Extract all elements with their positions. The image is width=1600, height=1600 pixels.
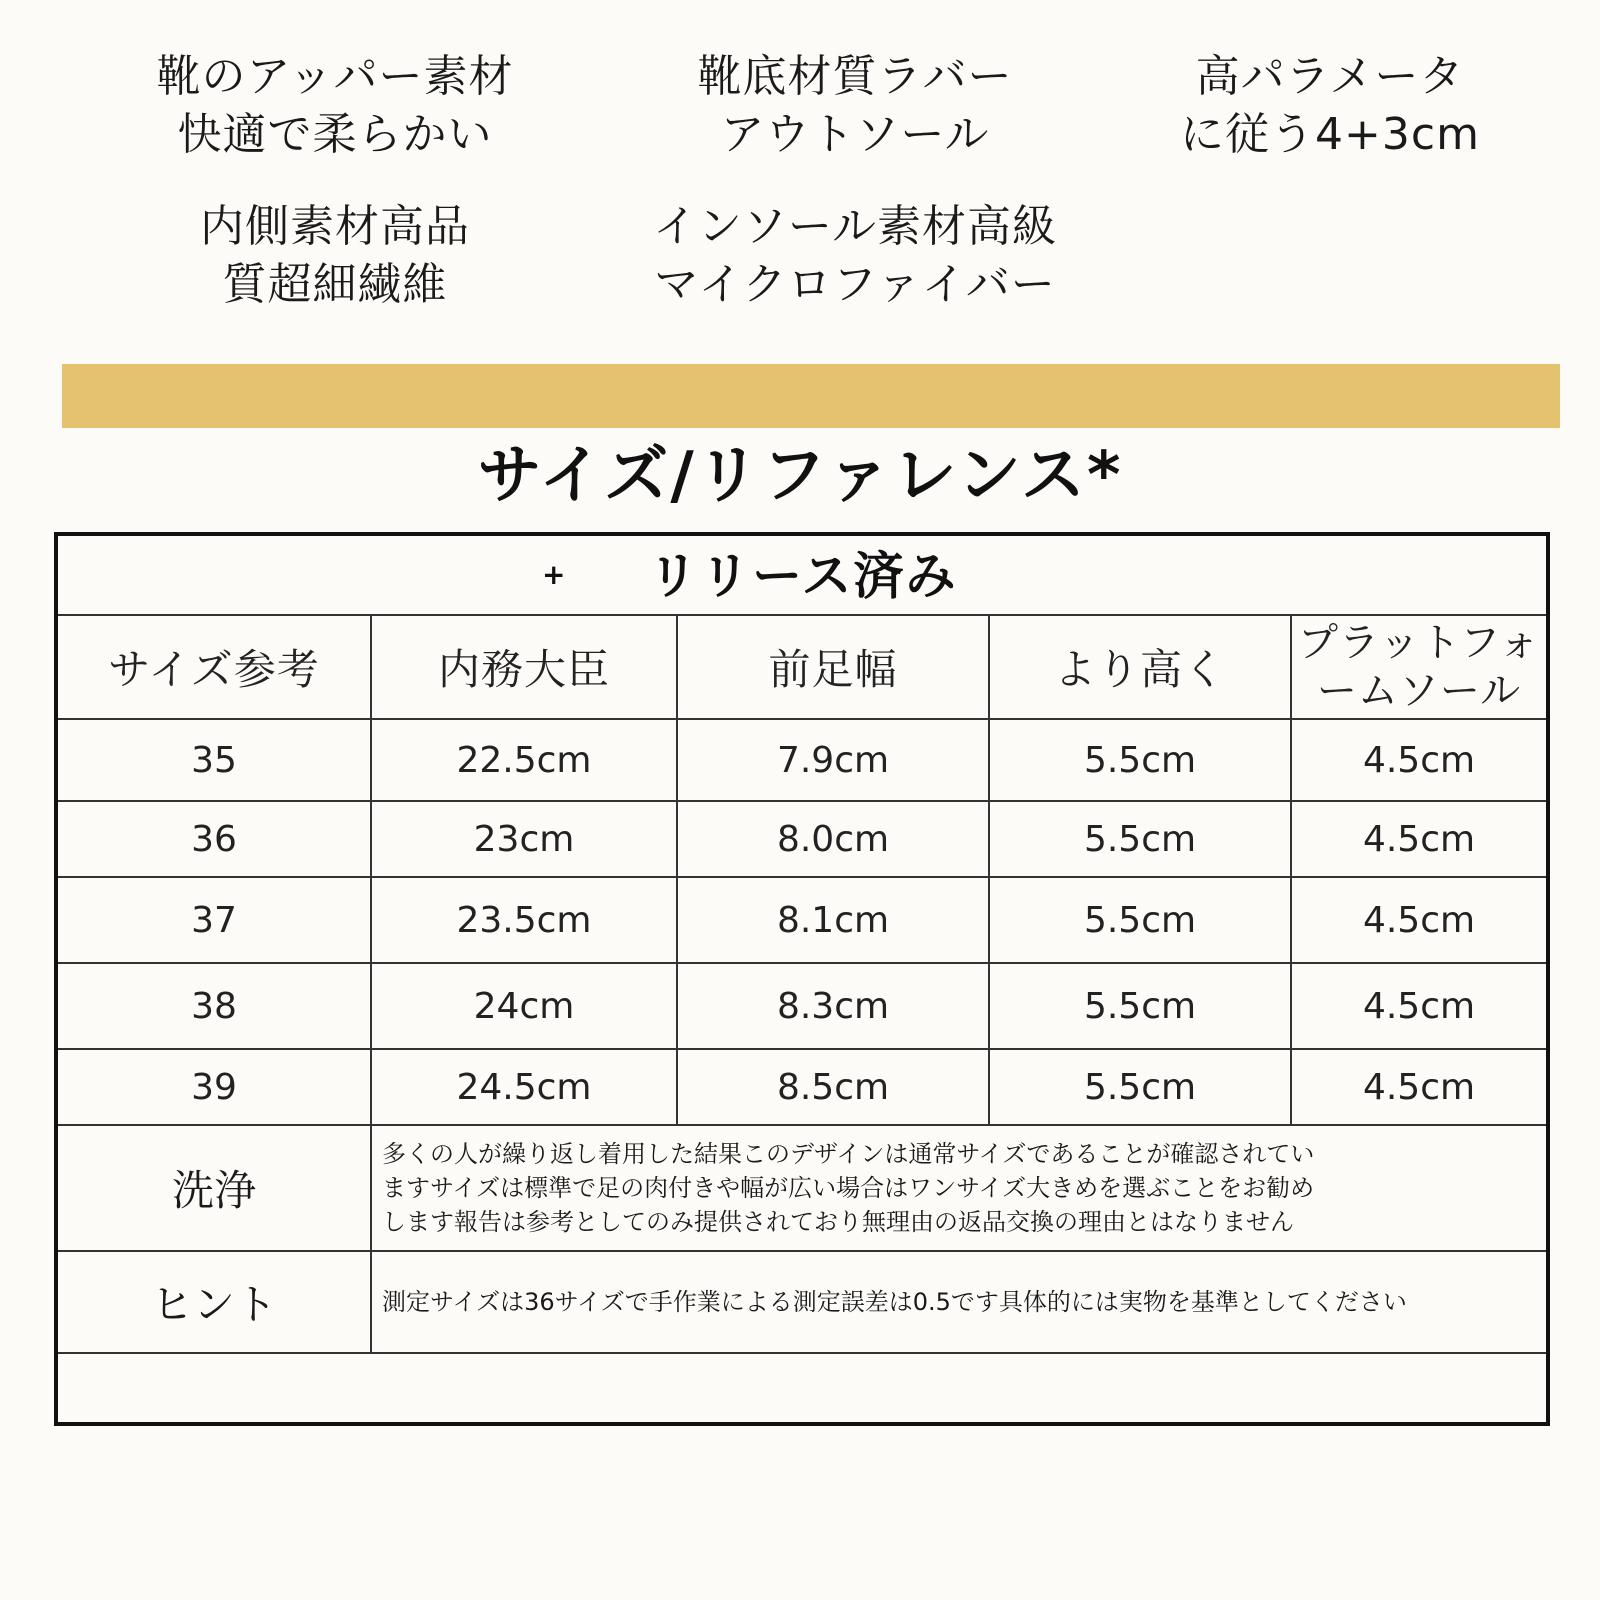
header-platform (1292, 616, 1546, 718)
plus-icon: + (542, 558, 566, 591)
hint-row (58, 1252, 1546, 1354)
cell-size: 35 (58, 720, 372, 800)
hint-note (372, 1252, 1546, 1352)
header-size: サイズ参考 (58, 616, 372, 718)
cell-platform: 4.5cm (1362, 899, 1476, 941)
cell-length: 23.5cm (372, 878, 678, 962)
hint-note-text: 測定サイズは36サイズで手作業による測定誤差は0.5です具体的には実物を基準としてください (382, 1288, 1407, 1316)
cell-size: 39 (58, 1050, 372, 1124)
cell-size: 37 (58, 878, 372, 962)
feature-line: 高パラメータ (1195, 51, 1465, 102)
cell-forefoot-width: 8.3cm (678, 964, 990, 1048)
header-platform-line: プラットフォ (1298, 620, 1540, 666)
cell-heel-height: 5.5cm (990, 878, 1292, 962)
cell-platform: 4.5cm (1362, 985, 1476, 1027)
feature-line: 質超細繊維 (222, 259, 448, 310)
feature-line: に従う4+3cm (1180, 109, 1480, 160)
cell-forefoot-width: 7.9cm (678, 720, 990, 800)
cell-heel-height: 5.5cm (990, 802, 1292, 876)
cell-heel-height: 5.5cm (990, 720, 1292, 800)
cell-forefoot-width: 8.5cm (678, 1050, 990, 1124)
feature-line: マイクロファイバー (654, 259, 1056, 310)
header-heel-height: より高く (990, 616, 1292, 718)
table-row (58, 720, 1546, 802)
wash-note (372, 1126, 1546, 1250)
page-title: サイズ/リファレンス* (477, 439, 1123, 513)
cell-length: 24.5cm (372, 1050, 678, 1124)
feature-line: 内側素材高品 (200, 201, 470, 252)
feature-insole-material (620, 198, 1090, 314)
wash-note-line: します報告は参考としてのみ提供されており無理由の返品交換の理由とはなりません (382, 1208, 1294, 1236)
feature-line: インソール素材高級 (652, 201, 1058, 252)
release-label: リリース済み (648, 547, 958, 605)
cell-platform: 4.5cm (1362, 1066, 1476, 1108)
feature-line: アウトソール (720, 109, 990, 160)
table-row (58, 964, 1546, 1050)
hint-label: ヒント (58, 1252, 372, 1352)
cell-size: 36 (58, 802, 372, 876)
header-platform-line: ームソール (1316, 668, 1522, 714)
decorative-band (62, 364, 1560, 428)
header-forefoot-width: 前足幅 (678, 616, 990, 718)
feature-line: 靴のアッパー素材 (156, 51, 514, 102)
cell-heel-height: 5.5cm (990, 964, 1292, 1048)
table-row (58, 878, 1546, 964)
cell-length: 23cm (372, 802, 678, 876)
cell-heel-height: 5.5cm (990, 1050, 1292, 1124)
feature-line: 靴底材質ラバー (697, 51, 1013, 102)
cell-platform: 4.5cm (1362, 818, 1476, 860)
cell-size: 38 (58, 964, 372, 1048)
cell-platform: 4.5cm (1362, 739, 1476, 781)
header-length: 内務大臣 (372, 616, 678, 718)
table-header-row (58, 616, 1546, 720)
size-table (54, 532, 1550, 1426)
release-row (58, 536, 1546, 616)
feature-lining-material (100, 198, 570, 314)
feature-sole-material (620, 48, 1090, 164)
wash-note-line: 多くの人が繰り返し着用した結果このデザインは通常サイズであることが確認されてい (382, 1140, 1315, 1168)
wash-label: 洗浄 (58, 1126, 372, 1250)
cell-length: 24cm (372, 964, 678, 1048)
wash-note-line: ますサイズは標準で足の肉付きや幅が広い場合はワンサイズ大きめを選ぶことをお勧め (382, 1174, 1315, 1202)
cell-forefoot-width: 8.1cm (678, 878, 990, 962)
feature-line: 快適で柔らかい (177, 109, 493, 160)
wash-row (58, 1126, 1546, 1252)
cell-length: 22.5cm (372, 720, 678, 800)
feature-upper-material (100, 48, 570, 164)
cell-forefoot-width: 8.0cm (678, 802, 990, 876)
table-row (58, 802, 1546, 878)
feature-heel-height (1110, 48, 1550, 164)
table-row (58, 1050, 1546, 1126)
